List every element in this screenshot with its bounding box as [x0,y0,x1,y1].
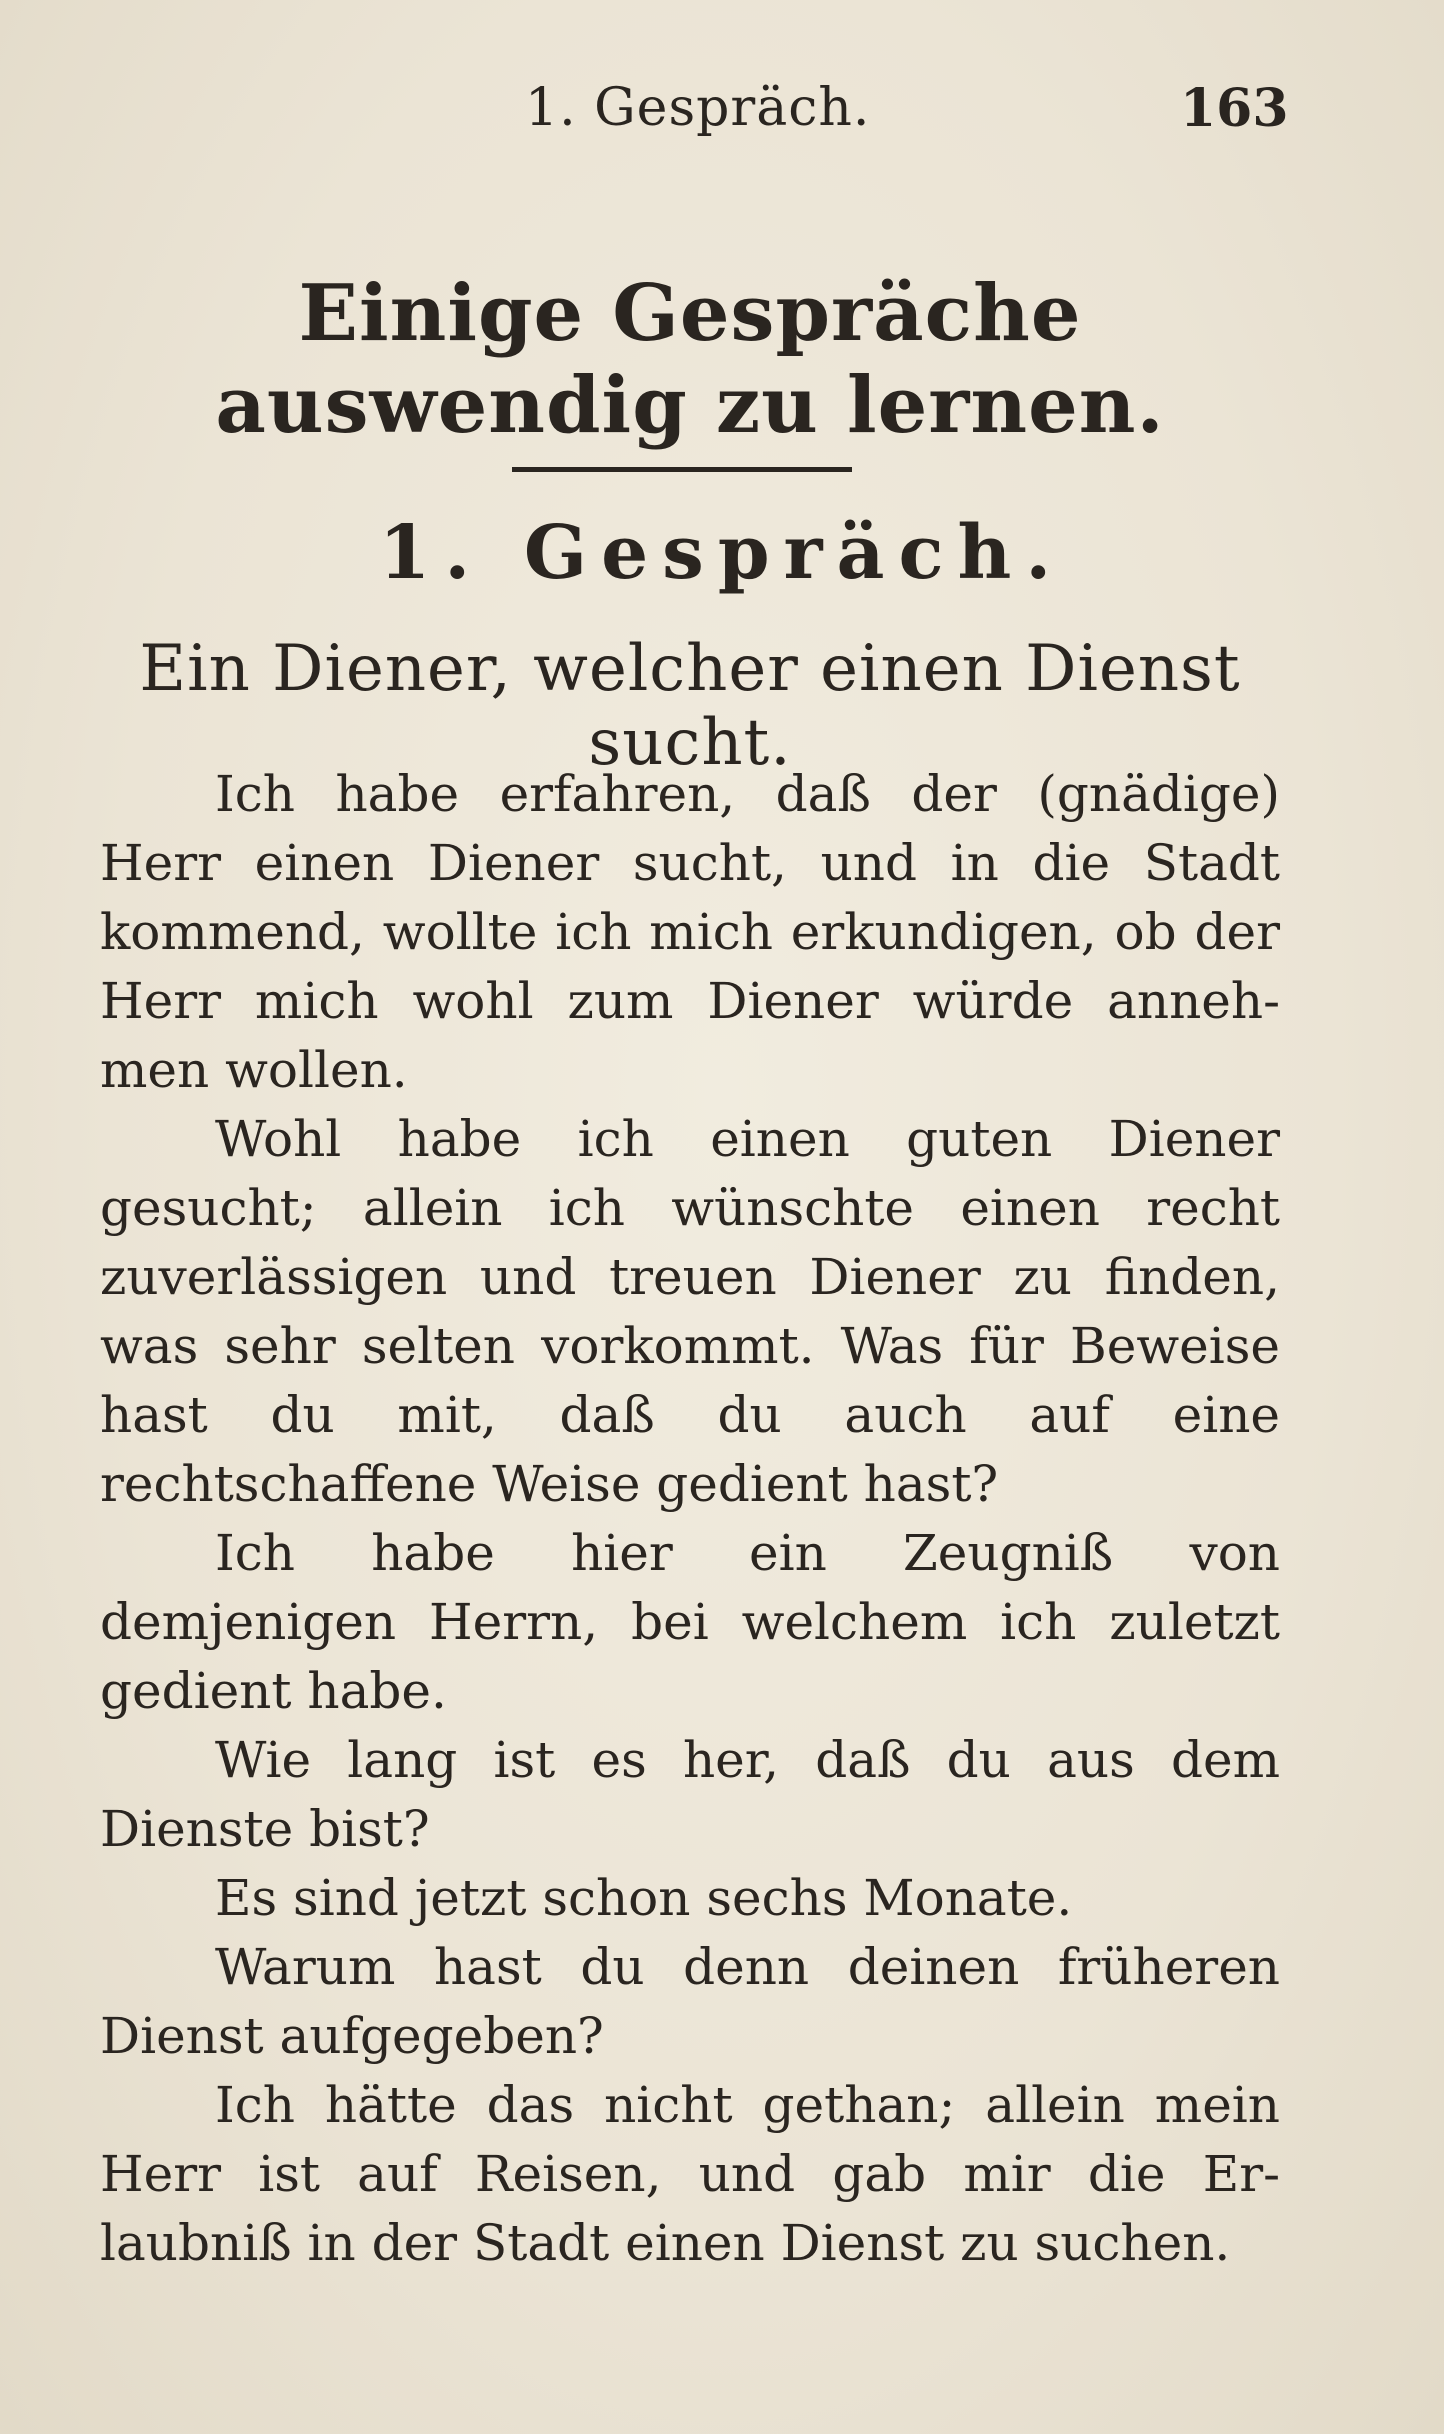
paragraph: Ich habe hier ein Zeugniß von demjenigen Herrn, bei welchem ich zuletzt gedient habe. [100,1524,1280,1720]
paragraph: Wie lang ist es her, daß du aus dem Dienste bist? [100,1731,1280,1858]
page-number: 163 [1180,78,1289,139]
paragraph: Ich hätte das nicht gethan; allein mein Herr ist auf Reisen, und gab mir die Er-laubniß in der Stadt einen Dienst zu suchen. [100,2076,1280,2272]
chapter-title: Einige Gespräche auswendig zu lernen. [215,268,1165,451]
running-head [0,78,1444,148]
title-divider [512,467,852,472]
dialog-body [100,760,1280,2278]
running-head-title: 1. Gespräch. [525,78,871,138]
paragraph: Es sind jetzt schon sechs Monate. [215,1869,1073,1927]
dialog-subtitle: Ein Diener, welcher einen Dienst sucht. [139,632,1241,780]
paragraph: Warum hast du denn deinen früheren Dienst aufgegeben? [100,1938,1280,2065]
paragraph: Wohl habe ich einen guten Diener gesucht; allein ich wünschte einen recht zuverlässigen und treuen Diener zu finden, was sehr selten vorkommt. Was für Beweise hast du mit, daß du auch auf eine rechtschaffene Weise gedient hast? [100,1110,1280,1513]
paragraph: Ich habe erfahren, daß der (gnädige) Herr einen Diener sucht, und in die Stadt kommend, wollte ich mich erkundigen, ob der Herr mich wohl zum Diener würde anneh-men wollen. [100,765,1280,1099]
section-title: 1. Gespräch. [378,510,1066,596]
